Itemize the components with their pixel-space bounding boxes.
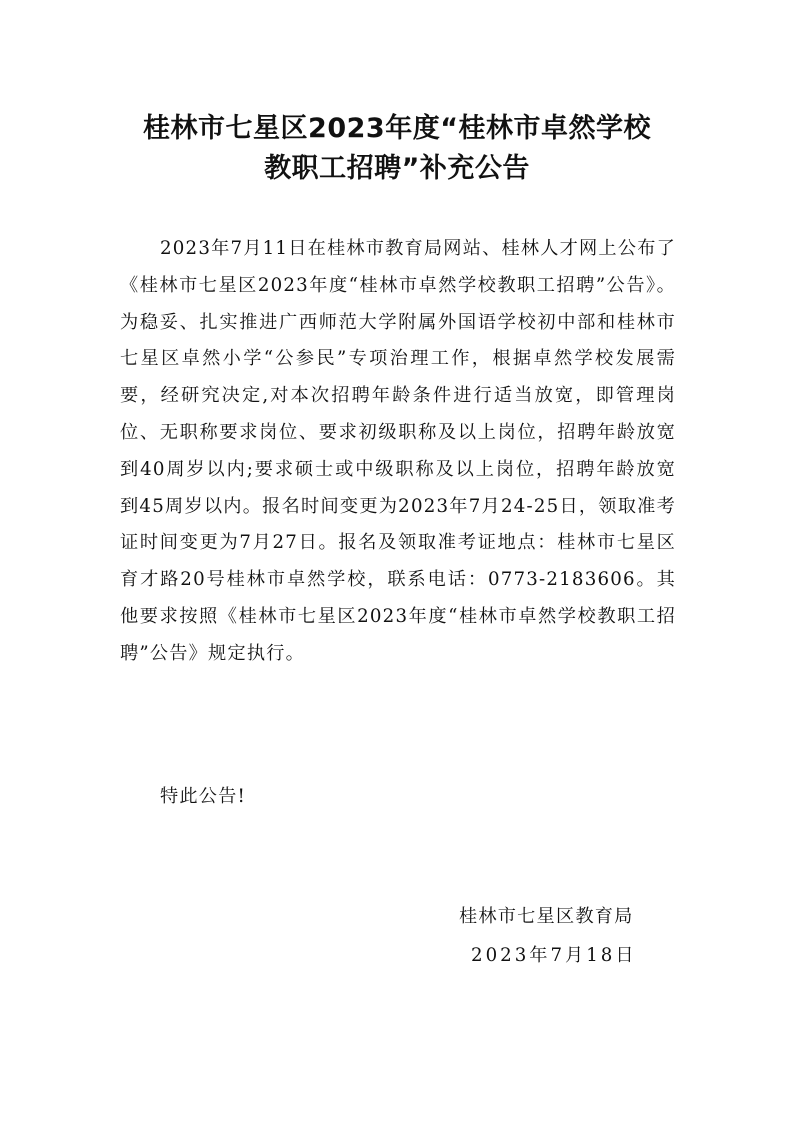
document-title-line-1: 桂林市七星区2023年度“桂林市卓然学校	[143, 113, 651, 144]
signature-organization: 桂林市七星区教育局	[459, 906, 634, 927]
signature-date: 2023年7月18日	[471, 945, 637, 966]
closing-remark: 特此公告!	[160, 786, 247, 807]
document-title-line-2: 教职工招聘”补充公告	[264, 153, 530, 184]
body-paragraph: 2023年7月11日在桂林市教育局网站、桂林人才网上公布了《桂林市七星区2023年度“桂林市卓然学校教职工招聘”公告》。为稳妥、扎实推进广西师范大学附属外国语学校初中部和桂林市七星区卓然小学“公参民”专项治理工作，根据卓然学校发展需要，经研究决定,对本次招聘年龄条件进行适当放宽，即管理岗位、无职称要求岗位、要求初级职称及以上岗位，招聘年龄放宽到40周岁以内;要求硕士或中级职称及以上岗位，招聘年龄放宽到45周岁以内。报名时间变更为2023年7月24-25日，领取准考证时间变更为7月27日。报名及领取准考证地点：桂林市七星区育才路20号桂林市卓然学校，联系电话：0773-2183606。其他要求按照《桂林市七星区2023年度“桂林市卓然学校教职工招聘”公告》规定执行。	[120, 238, 676, 664]
